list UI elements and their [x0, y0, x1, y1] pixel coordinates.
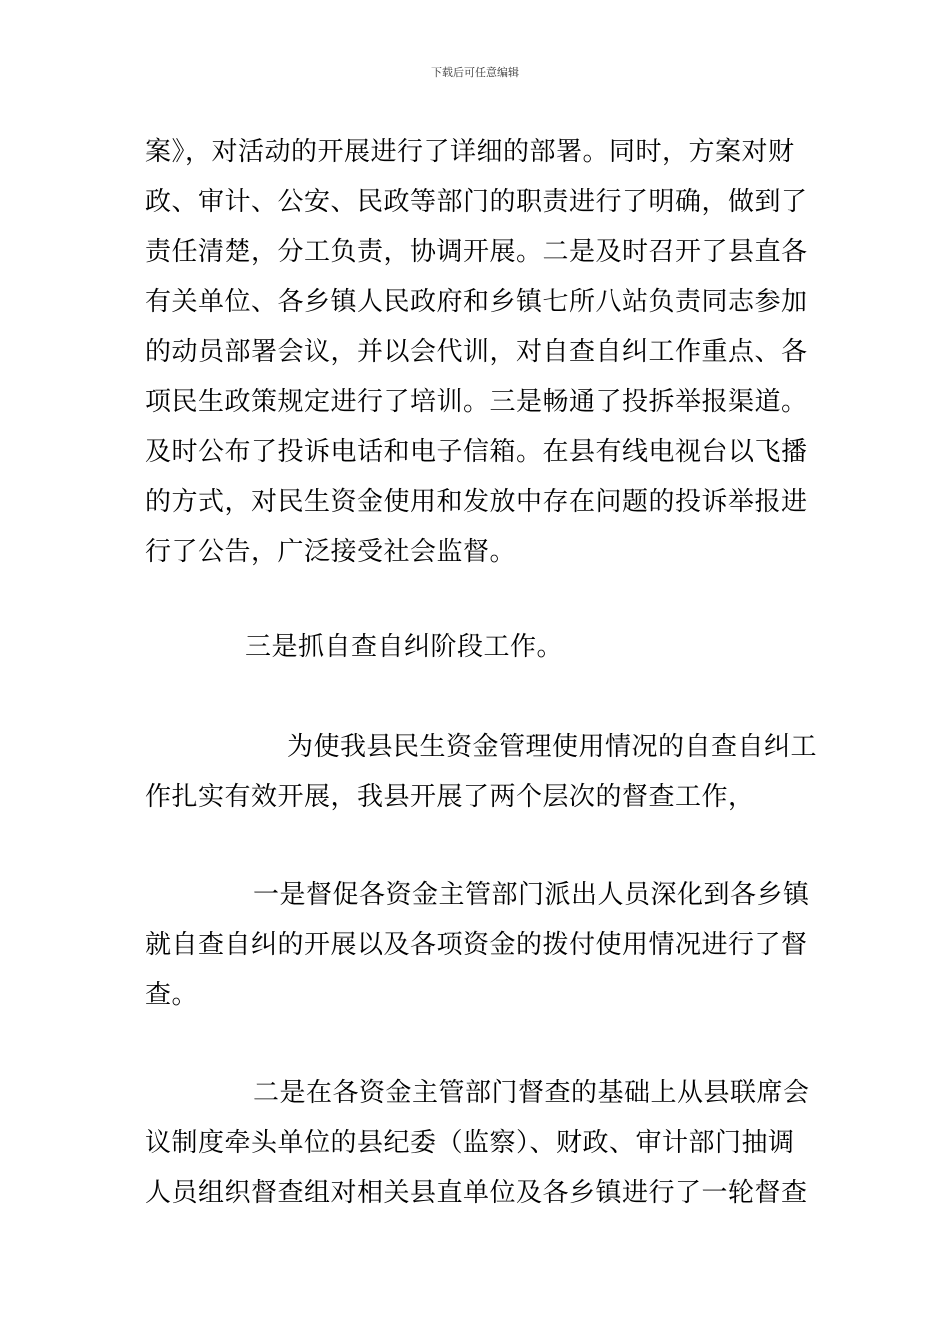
body-line: 案》，对活动的开展进行了详细的部署。同时，方案对财	[145, 137, 795, 167]
body-line: 作扎实有效开展，我县开展了两个层次的督查工作，	[145, 782, 755, 812]
body-line: 政、审计、公安、民政等部门的职责进行了明确，做到了	[145, 187, 808, 217]
body-line: 及时公布了投诉电话和电子信箱。在县有线电视台以飞播	[145, 437, 808, 467]
body-line: 查。	[145, 980, 199, 1010]
body-line: 行了公告，广泛接受社会监督。	[145, 537, 517, 567]
body-line: 的动员部署会议，并以会代训，对自查自纠工作重点、各	[145, 337, 808, 367]
body-line: 责任清楚，分工负责，协调开展。二是及时召开了县直各	[145, 237, 808, 267]
body-line: 二是在各资金主管部门督查的基础上从县联席会	[253, 1078, 810, 1108]
body-line: 一是督促各资金主管部门派出人员深化到各乡镇	[253, 880, 810, 910]
page-header: 下载后可任意编辑	[431, 66, 519, 79]
body-line: 就自查自纠的开展以及各项资金的拨付使用情况进行了督	[145, 930, 808, 960]
body-line: 的方式，对民生资金使用和发放中存在问题的投诉举报进	[145, 487, 808, 517]
body-line: 人员组织督查组对相关县直单位及各乡镇进行了一轮督查	[145, 1178, 808, 1208]
body-line: 有关单位、各乡镇人民政府和乡镇七所八站负责同志参加	[145, 287, 808, 317]
body-line: 项民生政策规定进行了培训。三是畅通了投拆举报渠道。	[145, 387, 808, 417]
section-heading: 三是抓自查自纠阶段工作。	[245, 632, 564, 662]
body-line: 为使我县民生资金管理使用情况的自查自纠工	[287, 732, 818, 762]
body-line: 议制度牵头单位的县纪委（监察）、财政、审计部门抽调	[145, 1128, 795, 1158]
